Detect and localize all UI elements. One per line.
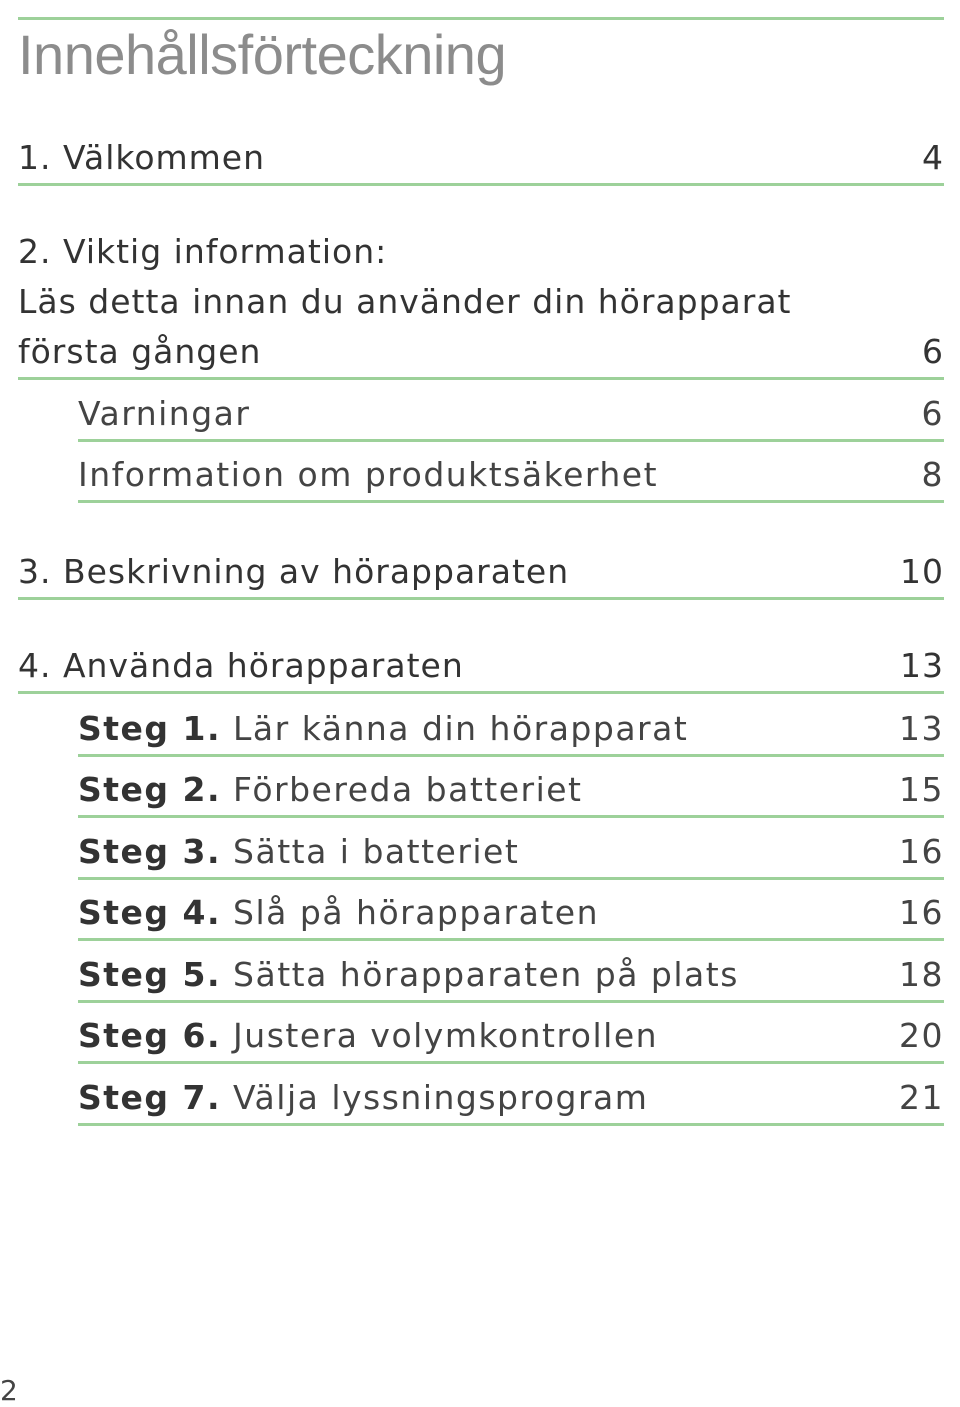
step-label: Steg 5. bbox=[78, 955, 222, 994]
toc-entry-title-line: 2. Viktig information: bbox=[18, 232, 388, 271]
toc-entry-title: 3. Beskrivning av hörapparaten bbox=[18, 552, 570, 591]
toc-subentry-produktsakerhet[interactable] bbox=[78, 445, 944, 503]
step-label: Steg 1. bbox=[78, 709, 222, 748]
step-title: Sätta i batteriet bbox=[233, 832, 520, 871]
toc-subentry-varningar[interactable] bbox=[78, 384, 944, 442]
toc-entry-page: 21 bbox=[899, 1078, 944, 1117]
toc-entry-title bbox=[78, 765, 583, 815]
step-title: Lär känna din hörapparat bbox=[233, 709, 689, 748]
toc-entry-page: 10 bbox=[900, 552, 944, 591]
page-title: Innehållsförteckning bbox=[18, 23, 507, 86]
toc-entry-title: 4. Använda hörapparaten bbox=[18, 646, 464, 685]
toc-entry-page: 6 bbox=[922, 332, 944, 371]
toc-entry-title bbox=[18, 227, 791, 377]
toc-entry-page: 8 bbox=[921, 455, 944, 494]
toc-entry-title-line: Läs detta innan du använder din hörapparat bbox=[18, 282, 792, 321]
toc-entry-page: 6 bbox=[921, 394, 944, 433]
toc-step-6[interactable] bbox=[78, 1006, 944, 1064]
toc-step-1[interactable] bbox=[78, 698, 944, 757]
toc-entry-page: 4 bbox=[922, 138, 944, 177]
page-number: 2 bbox=[0, 1374, 18, 1407]
toc-entry-page: 18 bbox=[899, 955, 944, 994]
toc-entry-page: 16 bbox=[899, 893, 944, 932]
step-label: Steg 6. bbox=[78, 1016, 222, 1055]
toc-entry-page: 13 bbox=[900, 646, 944, 685]
step-label: Steg 7. bbox=[78, 1078, 222, 1117]
toc-entry-title-line: första gången bbox=[18, 332, 262, 371]
toc-entry-chapter-1[interactable] bbox=[18, 128, 944, 186]
toc-entry-chapter-3[interactable] bbox=[18, 541, 944, 600]
toc-entry-title bbox=[78, 704, 688, 754]
step-title: Sätta hörapparaten på plats bbox=[233, 955, 739, 994]
toc-entry-title: 1. Välkommen bbox=[18, 138, 266, 177]
toc-entry-title bbox=[78, 950, 739, 1000]
toc-entry-title bbox=[78, 888, 599, 938]
step-label: Steg 2. bbox=[78, 770, 222, 809]
step-title: Förbereda batteriet bbox=[233, 770, 583, 809]
step-title: Välja lyssningsprogram bbox=[233, 1078, 649, 1117]
toc-entry-chapter-4[interactable] bbox=[18, 635, 944, 694]
toc-step-7[interactable] bbox=[78, 1067, 944, 1126]
toc-entry-title bbox=[78, 827, 519, 877]
toc-entry-page: 20 bbox=[899, 1016, 944, 1055]
toc-entry-title: Varningar bbox=[78, 394, 251, 433]
step-title: Slå på hörapparaten bbox=[233, 893, 599, 932]
toc-entry-title bbox=[78, 1073, 648, 1123]
toc-entry-chapter-2[interactable] bbox=[18, 221, 944, 380]
top-divider bbox=[18, 17, 944, 20]
toc-entry-title bbox=[78, 1011, 658, 1061]
toc-entry-page: 15 bbox=[899, 770, 944, 809]
toc-step-2[interactable] bbox=[78, 760, 944, 818]
toc-entry-page: 16 bbox=[899, 832, 944, 871]
toc-entry-page: 13 bbox=[899, 709, 944, 748]
toc-step-5[interactable] bbox=[78, 944, 944, 1003]
toc-step-4[interactable] bbox=[78, 883, 944, 941]
step-label: Steg 3. bbox=[78, 832, 222, 871]
step-title: Justera volymkontrollen bbox=[233, 1016, 659, 1055]
toc-entry-title: Information om produktsäkerhet bbox=[78, 455, 659, 494]
toc-step-3[interactable] bbox=[78, 821, 944, 880]
step-label: Steg 4. bbox=[78, 893, 222, 932]
